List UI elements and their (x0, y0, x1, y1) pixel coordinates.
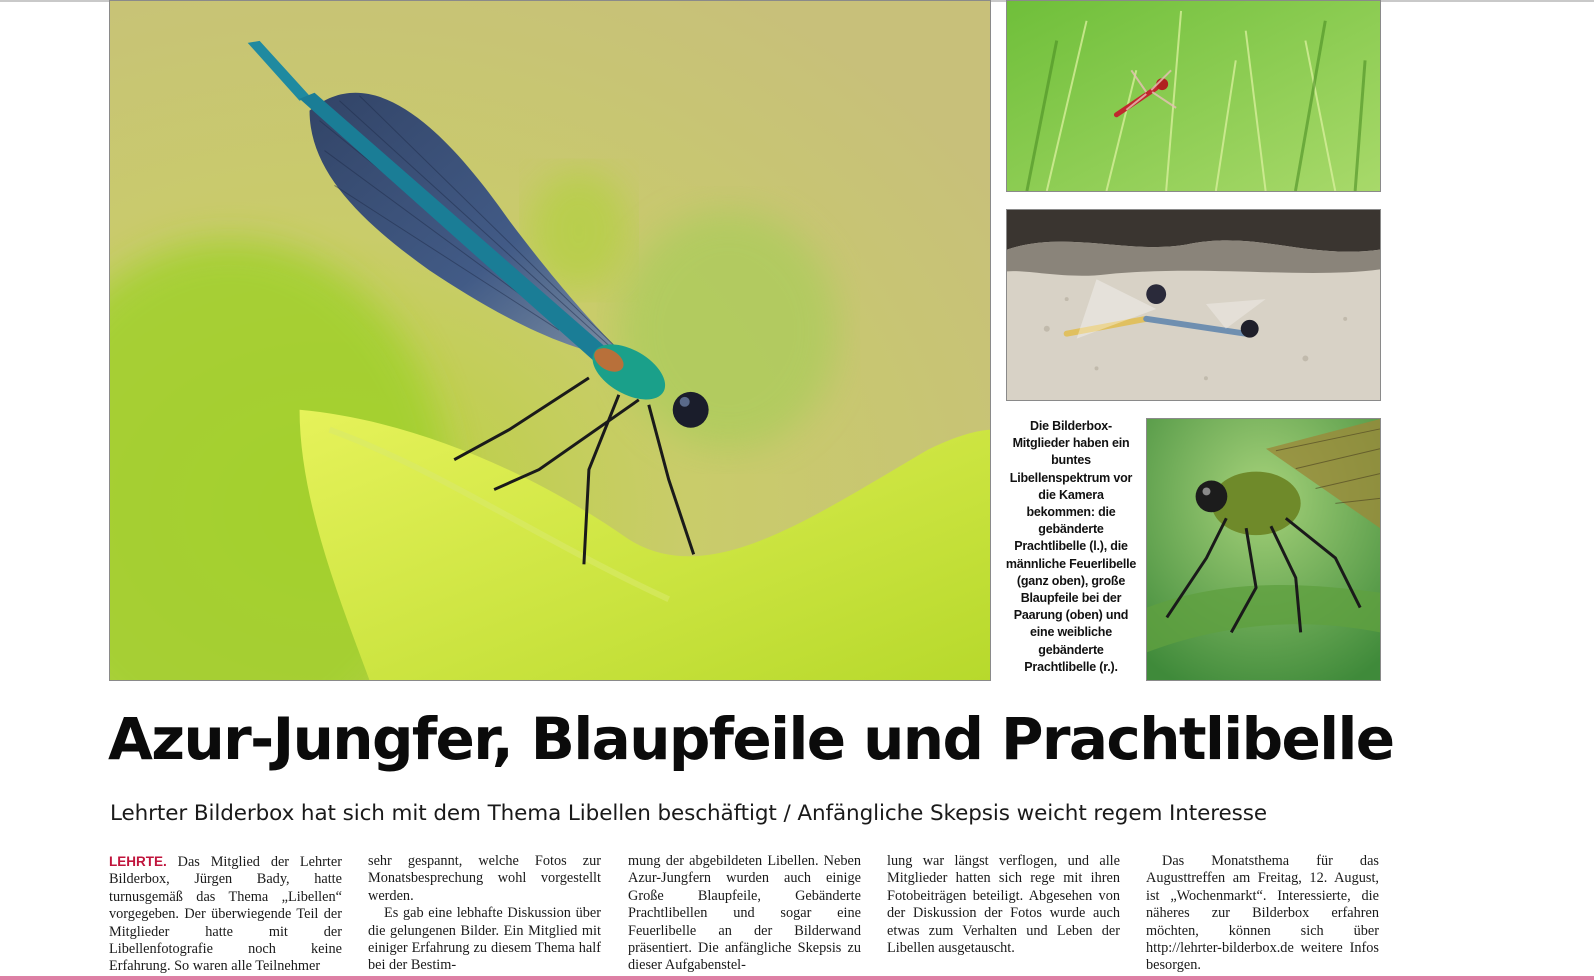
photo-caption: Die Bilderbox-Mitglieder haben ein buntes Libellenspektrum vor die Kamera bekommen: die gebänderte Prachtlibelle (l.), die männliche Feuerlibelle (ganz oben), große Blaupfeile bei der Paarung (oben) und eine weibliche gebänderte Prachtlibelle (r.). (1005, 419, 1137, 674)
article-column-3 (628, 853, 861, 978)
dateline: LEHRTE. (109, 854, 167, 869)
article-column-5 (1146, 853, 1379, 978)
article-column-2 (368, 853, 601, 978)
headline: Azur-Jungfer, Blaupfeile und Prachtlibelle (108, 705, 1394, 773)
photo-banded-demoiselle (109, 0, 991, 681)
page-bottom-rule (0, 976, 1594, 980)
article-paragraph: Es gab eine lebhafte Diskussion über die gelungenen Bilder. Ein Mitglied mit einiger Erfahrung zu diesem Thema half bei der Bestim- (368, 905, 601, 974)
article-paragraph: lung war längst verflogen, und alle Mitglieder hatten sich rege mit ihren Fotobeiträgen beteiligt. Abgesehen von der Diskussion der Fotos wurde auch etwas zum Verhalten und Leben der Libellen ausgetauscht. (887, 853, 1120, 957)
photo-banded-demoiselle-image (110, 1, 990, 680)
article-text: Das Mitglied der Lehrter Bilderbox, Jürgen Bady, hatte turnusgemäß das Thema „Libellen“ vorgegeben. Der überwiegende Teil der Mitglieder hatte mit der Libellenfotografie noch keine Erfahrung. So waren alle Teilnehmer (109, 854, 342, 975)
photo-scarlet-darter (1006, 0, 1381, 192)
photo-female-banded-demoiselle-image (1147, 419, 1380, 680)
photo-black-tailed-skimmer-mating-image (1007, 210, 1380, 400)
article-paragraph: mung der abgebildeten Libellen. Neben Azur-Jungfern wurden auch einige Große Blaupfeile, Gebänderte Prachtlibellen und sogar eine Feuerlibelle an der Bilderwand präsentiert. Die anfängliche Skepsis zu dieser Aufgabenstel- (628, 853, 861, 974)
subheadline: Lehrter Bilderbox hat sich mit dem Thema Libellen beschäftigt / Anfängliche Skepsis weicht regem Interesse (110, 801, 1267, 826)
article-paragraph: sehr gespannt, welche Fotos zur Monatsbesprechung wohl vorgestellt werden. (368, 853, 601, 904)
photo-black-tailed-skimmer-mating (1006, 209, 1381, 401)
photo-scarlet-darter-image (1007, 1, 1380, 191)
article-paragraph: Das Monatsthema für das Augusttreffen am Freitag, 12. August, ist „Wochenmarkt“. Interessierte, die näheres zur Bilderbox erfahren möchten, können sich über http://lehrter-bilderbox.de weitere Infos besorgen. (1146, 853, 1379, 974)
article-column-1 (109, 853, 342, 978)
article-column-4 (887, 853, 1120, 978)
photo-female-banded-demoiselle (1146, 418, 1381, 681)
